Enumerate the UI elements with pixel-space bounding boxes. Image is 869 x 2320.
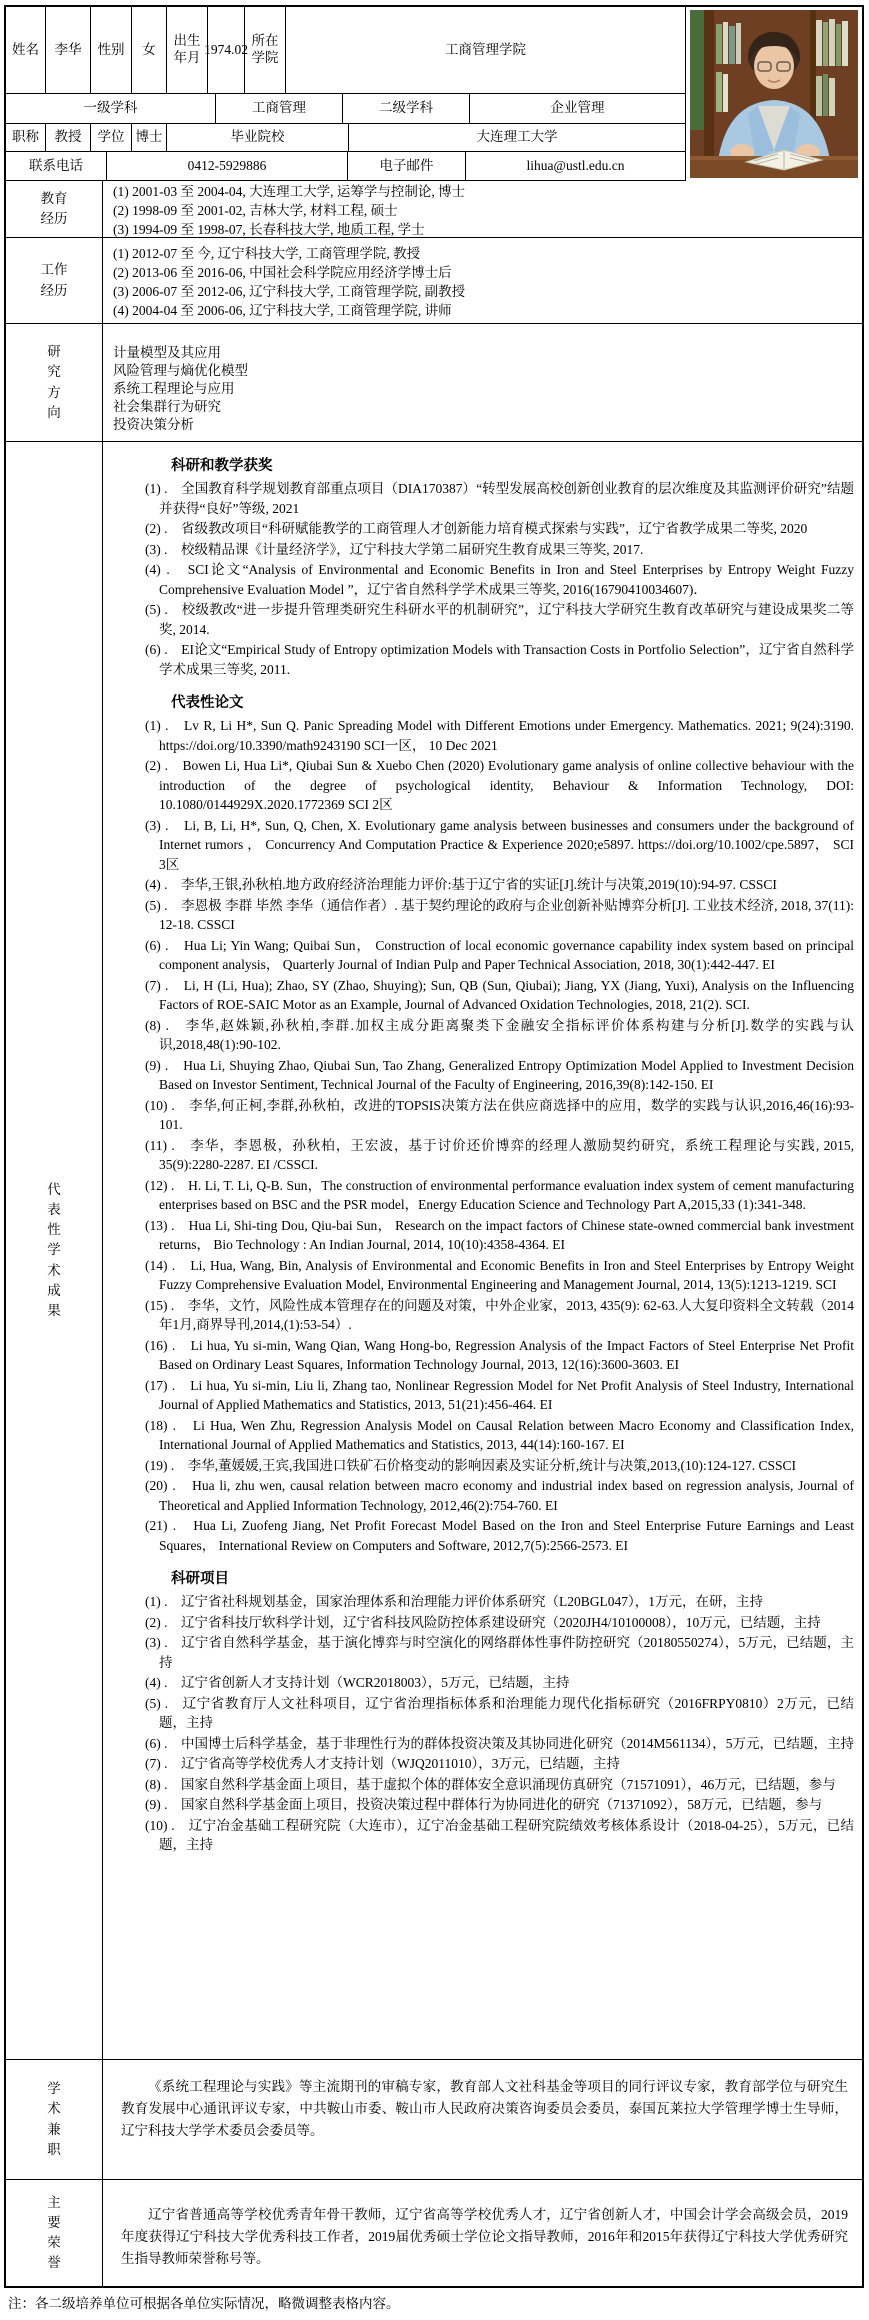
name-value: 李华 bbox=[46, 7, 91, 93]
service-label: 学术兼职 bbox=[6, 2060, 103, 2179]
degree-label: 学位 bbox=[91, 124, 132, 151]
award-item: (2) . 省级教改项目“科研赋能教学的工商管理人才创新能力培育模式探索与实践”，辽宁省教学成果二等奖, 2020 bbox=[145, 521, 808, 536]
award-item: (3) . 校级精品课《计量经济学》，辽宁科技大学第二届研究生教育成果三等奖, 2017. bbox=[145, 541, 644, 557]
paper-item: (15) . 李华，文竹，风险性成本管理存在的问题及对策，中外企业家，2013, 435(9): 62-63.人大复印资料全文转载（2014年1月,商界导刊,2014,(1):53-54）. bbox=[145, 1297, 854, 1332]
phone-value: 0412-5929886 bbox=[107, 152, 348, 180]
alma-label: 毕业院校 bbox=[167, 124, 349, 151]
project-item: (1) . 辽宁省社科规划基金，国家治理体系和治理能力评价体系研究（L20BGL047），1万元，在研，主持 bbox=[145, 1594, 763, 1609]
education-line: (3) 1994-09 至 1998-07, 长春科技大学, 地质工程, 学士 bbox=[113, 222, 425, 237]
gender-value: 女 bbox=[132, 7, 167, 93]
teacher-portrait-photo bbox=[690, 10, 858, 178]
project-item: (9) . 国家自然科学基金面上项目，投资决策过程中群体行为协同进化的研究（71371092），58万元，已结题，参与 bbox=[145, 1797, 823, 1812]
project-item: (8) . 国家自然科学基金面上项目，基于虚拟个体的群体安全意识涌现仿真研究（71571091），46万元，已结题，参与 bbox=[145, 1776, 836, 1792]
work-line: (4) 2004-04 至 2006-06, 辽宁科技大学, 工商管理学院, 讲师 bbox=[113, 303, 452, 318]
paper-item: (3) . Li, B, Li, H*, Sun, Q, Chen, X. Evolutionary game analysis between businesses and consumers under the background of Internet rumors ， Concurrency And Computation Practice & Experience 2020;e5897. https://doi.org/10.1002/cpe.5897， SCI 3区 bbox=[145, 817, 854, 872]
service-content bbox=[103, 2060, 862, 2179]
award-item: (1) . 全国教育科学规划教育部重点项目（DIA170387）“转型发展高校创新创业教育的层次维度及其监测评价研究”结题并获得“良好”等级, 2021 bbox=[145, 481, 854, 516]
email-label: 电子邮件 bbox=[348, 152, 466, 180]
section-achievements bbox=[6, 442, 862, 2060]
achievements-content bbox=[103, 442, 862, 2059]
section-service bbox=[6, 2060, 862, 2180]
project-item: (6) . 中国博士后科学基金，基于非理性行为的群体投资决策及其协同进化研究（2014M561134），5万元，已结题，主持 bbox=[145, 1735, 854, 1751]
paper-item: (17) . Li hua, Yu si-min, Liu li, Zhang tao, Nonlinear Regression Model for Net Profit Analysis of Steel Industry, International Journal of Applied Mathematics and Statistics, 2013, 51(21):456-464. EI bbox=[145, 1377, 854, 1412]
projects-list bbox=[113, 1592, 854, 1855]
discipline2-value: 企业管理 bbox=[550, 100, 605, 116]
work-label: 工作经历 bbox=[6, 238, 103, 323]
education-content bbox=[103, 181, 862, 237]
paper-item: (18) . Li Hua, Wen Zhu, Regression Analysis Model on Causal Relation between Macro Economy and Classification Index, International Journal of Applied Mathematics and Statistics, 2013, 44(14):160-167. EI bbox=[145, 1417, 854, 1452]
phone-label: 联系电话 bbox=[6, 152, 107, 180]
award-item: (5) . 校级教改“进一步提升管理类研究生科研水平的机制研究”，辽宁科技大学研究生教育改革研究与建设成果奖二等奖, 2014. bbox=[145, 602, 854, 637]
research-line: 投资决策分析 bbox=[113, 417, 194, 432]
education-label: 教育经历 bbox=[6, 181, 103, 237]
award-item: (4) . SCI论文“Analysis of Environmental and Economic Benefits in Iron and Steel Enterprises by Entropy Weight Fuzzy Comprehensive Evaluation Model ”，辽宁省自然科学学术成果三等奖, 2016(16790410034607)． bbox=[145, 562, 854, 597]
project-item: (7) . 辽宁省高等学校优秀人才支持计划（WJQ2011010），3万元，已结题，主持 bbox=[145, 1756, 620, 1771]
cv-form-table bbox=[4, 5, 864, 2288]
row-title-degree bbox=[6, 124, 685, 152]
awards-list bbox=[113, 479, 854, 679]
paper-item: (21) . Hua Li, Zuofeng Jiang, Net Profit Forecast Model Based on the Iron and Steel Enterprise Future Earnings and Least Squares， International Review on Computers and Software, 2012,7(5):2566-2573. EI bbox=[145, 1518, 854, 1553]
title-label: 职称 bbox=[6, 124, 46, 151]
project-item: (5) . 辽宁省教育厅人文社科项目，辽宁省治理指标体系和治理能力现代化指标研究（2016FRPY0810）2万元，已结题，主持 bbox=[145, 1695, 854, 1730]
paper-item: (19) . 李华,董媛媛,王宾,我国进口铁矿石价格变动的影响因素及实证分析,统计与决策,2013,(10):124-127. CSSCI bbox=[145, 1457, 796, 1473]
research-line: 风险管理与熵优化模型 bbox=[113, 363, 248, 378]
achievements-label: 代表性学术成果 bbox=[6, 442, 103, 2059]
birth-label: 出生年月 bbox=[167, 7, 208, 93]
gender-label: 性别 bbox=[91, 7, 132, 93]
row-disciplines bbox=[6, 94, 685, 124]
paper-item: (2) . Bowen Li, Hua Li*, Qiubai Sun & Xuebo Chen (2020) Evolutionary game analysis of online collective behaviour with the introduction of the degree of psychological identity, Behaviour & Information Technology, DOI: 10.1080/0144929X.2020.1772369 SCI 2区 bbox=[145, 758, 854, 812]
discipline1-value: 工商管理 bbox=[216, 94, 343, 123]
header-fields bbox=[6, 7, 686, 181]
paper-item: (7) . Li, H (Li, Hua); Zhao, SY (Zhao, Shuying); Sun, QB (Sun, Qiubai); Jiang, YX (Jiang, Yuxi), Analysis on the Influencing Factors of ROE-SAIC Motor as an Example, Journal of Advanced Oxidation Technologies, 2018, 21(2). SCI. bbox=[145, 977, 854, 1012]
paper-item: (12) . H. Li, T. Li, Q-B. Sun，The construction of environmental performance evaluation index system of cement manufacturing enterprises based on BSC and the PSR model，Energy Education Science and Technology Part A,2015,33 (1):341-348. bbox=[145, 1177, 854, 1212]
college-value: 工商管理学院 bbox=[445, 41, 526, 57]
paper-item: (6) . Hua Li; Yin Wang; Quibai Sun， Construction of local economic governance capability index system based on principal component analysis， Quarterly Journal of Indian Pulp and Paper Technical Association, 2018, 30(1):442-447. EI bbox=[145, 937, 854, 972]
degree-value: 博士 bbox=[132, 124, 167, 151]
footnote: 注：各二级培养单位可根据各单位实际情况，略微调整表格内容。 bbox=[8, 2296, 400, 2311]
section-honors bbox=[6, 2180, 862, 2286]
education-line: (2) 1998-09 至 2001-02, 吉林大学, 材料工程, 硕士 bbox=[113, 203, 398, 218]
honors-content bbox=[103, 2180, 862, 2286]
work-line: (1) 2012-07 至 今, 辽宁科技大学, 工商管理学院, 教授 bbox=[113, 246, 421, 261]
header-block bbox=[6, 7, 862, 181]
projects-heading: 科研项目 bbox=[171, 1571, 229, 1587]
paper-item: (13) . Hua Li, Shi-ting Dou, Qiu-bai Sun， Research on the impact factors of Chinese state-owned commercial bank investment returns， Bio Technology : An Indian Journal, 2014, 10(10):4358-4364. EI bbox=[145, 1217, 854, 1252]
paper-item: (20) . Hua li, zhu wen, causal relation between macro economy and industrial index based on regression analysis, Journal of Theoretical and Applied Information Technology, 2012,46(2):754-760. EI bbox=[145, 1478, 854, 1513]
research-label: 研究方向 bbox=[6, 324, 103, 441]
research-line: 社会集群行为研究 bbox=[113, 399, 221, 414]
research-line: 计量模型及其应用 bbox=[113, 345, 221, 360]
title-value: 教授 bbox=[46, 124, 91, 151]
section-work bbox=[6, 238, 862, 324]
project-item: (10) . 辽宁冶金基础工程研究院（大连市），辽宁冶金基础工程研究院绩效考核体系设计（2018-04-25），5万元，已结题，主持 bbox=[145, 1817, 854, 1852]
college-label: 所在学院 bbox=[245, 7, 286, 93]
section-education bbox=[6, 181, 862, 238]
discipline1-label: 一级学科 bbox=[6, 94, 216, 123]
paper-item: (4) . 李华,王银,孙秋柏.地方政府经济治理能力评价:基于辽宁省的实证[J].统计与决策,2019(10):94-97. CSSCI bbox=[145, 877, 777, 892]
work-line: (2) 2013-06 至 2016-06, 中国社会科学院应用经济学博士后 bbox=[113, 265, 452, 280]
education-line: (1) 2001-03 至 2004-04, 大连理工大学, 运筹学与控制论, 博士 bbox=[113, 184, 466, 199]
award-item: (6) . EI论文“Empirical Study of Entropy optimization Models with Transaction Costs in Portfolio Selection”，辽宁省自然科学学术成果三等奖, 2011. bbox=[145, 642, 854, 677]
email-value: lihua@ustl.edu.cn bbox=[526, 157, 625, 173]
row-basic-info bbox=[6, 7, 685, 94]
alma-value: 大连理工大学 bbox=[476, 129, 558, 145]
section-research bbox=[6, 324, 862, 442]
paper-item: (8) . 李华,赵姝颖,孙秋柏,李群.加权主成分距离聚类下金融安全指标评价体系构建与分析[J].数学的实践与认识,2018,48(1):90-102. bbox=[145, 1017, 854, 1052]
work-line: (3) 2006-07 至 2012-06, 辽宁科技大学, 工商管理学院, 副教授 bbox=[113, 284, 466, 299]
awards-heading: 科研和教学获奖 bbox=[171, 458, 273, 474]
paper-item: (5) . 李恩极 李群 毕然 李华（通信作者）. 基于契约理论的政府与企业创新补贴博弈分析[J]. 工业技术经济, 2018, 37(11): 12-18. CSSCI bbox=[145, 897, 854, 932]
discipline2-label: 二级学科 bbox=[343, 94, 470, 123]
paper-item: (11) . 李华，李恩极，孙秋柏，王宏波，基于讨价还价博弈的经理人激励契约研究，系统工程理论与实践, 2015, 35(9):2280-2287. EI /CSSCI. bbox=[145, 1137, 854, 1172]
honors-label: 主要荣誉 bbox=[6, 2180, 103, 2286]
name-label: 姓名 bbox=[6, 7, 46, 93]
research-line: 系统工程理论与应用 bbox=[113, 381, 235, 396]
honors-text: 辽宁省普通高等学校优秀青年骨干教师，辽宁省高等学校优秀人才，辽宁省创新人才，中国会计学会高级会员，2019年度获得辽宁科技大学优秀科技工作者，2019届优秀硕士学位论文指导教师，2016年和2015年获得辽宁科技大学优秀研究生指导教师荣誉称号等。 bbox=[121, 2207, 848, 2266]
papers-heading: 代表性论文 bbox=[171, 695, 244, 711]
paper-item: (9) . Hua Li, Shuying Zhao, Qiubai Sun, Tao Zhang, Generalized Entropy Optimization Model Applied to Investment Decision Based on Investor Sentiment, Technical Journal of the Faculty of Engineering, 2016,39(8):142-150. EI bbox=[145, 1057, 854, 1092]
research-content bbox=[103, 324, 862, 441]
project-item: (3) . 辽宁省自然科学基金，基于演化博弈与时空演化的网络群体性事件防控研究（20180550274），5万元，已结题，主持 bbox=[145, 1635, 854, 1670]
paper-item: (14) . Li, Hua, Wang, Bin, Analysis of Environmental and Economic Benefits in Iron and Steel Enterprises by Entropy Weight Fuzzy Comprehensive Evaluation Model, Environmental Engineering and Management Journal, 2014, 13(5):1213-1219. SCI bbox=[145, 1257, 854, 1292]
paper-item: (10) . 李华,何正柯,李群,孙秋柏，改进的TOPSIS决策方法在供应商选择中的应用，数学的实践与认识,2016,46(16):93-101. bbox=[145, 1097, 854, 1132]
work-content bbox=[103, 238, 862, 323]
paper-item: (16) . Li hua, Yu si-min, Wang Qian, Wang Hong-bo, Regression Analysis of the Impact Factors of Steel Enterprise Net Profit Based on Ordinary Least Squares, Information Technology Journal, 2013, 12(16):3600-3603. EI bbox=[145, 1337, 854, 1372]
service-text: 《系统工程理论与实践》等主流期刊的审稿专家，教育部人文社科基金等项目的同行评议专家，教育部学位与研究生教育发展中心通讯评议专家，中共鞍山市委、鞍山市人民政府决策咨询委员会委员，泰国瓦莱拉大学管理学博士生导师，辽宁科技大学学术委员会委员等。 bbox=[121, 2079, 848, 2138]
photo-cell bbox=[686, 7, 862, 181]
papers-list bbox=[113, 716, 854, 1555]
paper-item: (1) . Lv R, Li H*, Sun Q. Panic Spreading Model with Different Emotions under Emergency. Mathematics. 2021; 9(24):3190. https://doi.org/10.3390/math9243190 SCI一区， 10 Dec 2021 bbox=[145, 718, 854, 753]
project-item: (4) . 辽宁省创新人才支持计划（WCR2018003），5万元，已结题，主持 bbox=[145, 1675, 570, 1690]
birth-value: 1974.02 bbox=[208, 7, 245, 93]
row-contact bbox=[6, 152, 685, 181]
project-item: (2) . 辽宁省科技厅软科学计划，辽宁省科技风险防控体系建设研究（2020JH4/10100008），10万元，已结题，主持 bbox=[145, 1614, 821, 1630]
